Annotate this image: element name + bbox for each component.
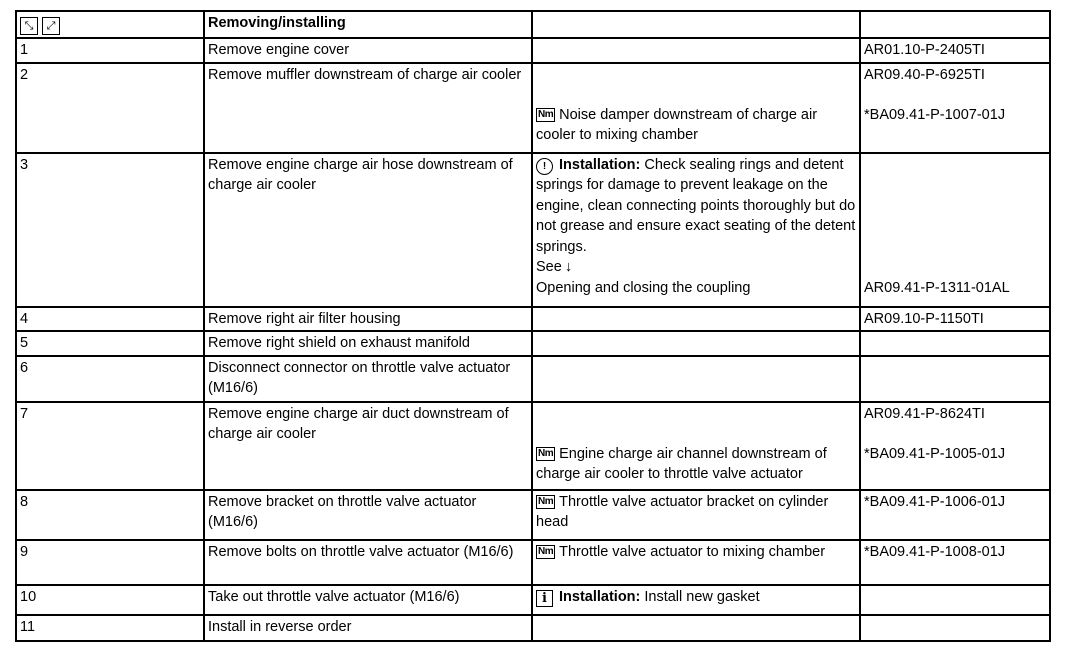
reference-link[interactable]: AR01.10-P-2405TI [860, 38, 1050, 63]
step-text: Remove engine charge air hose downstream of charge air cooler [204, 153, 532, 307]
step-number: 1 [16, 38, 204, 63]
step-text: Remove right air filter housing [204, 307, 532, 332]
table-row [16, 490, 1050, 540]
installation-note: Install new gasket [644, 588, 760, 605]
see-label: See [536, 259, 562, 275]
header-icons-cell [16, 11, 204, 38]
remove-icon: ⤡ [20, 17, 38, 35]
step-text: Take out throttle valve actuator (M16/6) [204, 585, 532, 615]
table-row [16, 153, 1050, 307]
step-number: 9 [16, 540, 204, 585]
step-text: Remove right shield on exhaust manifold [204, 331, 532, 356]
torque-reference-link[interactable]: *BA09.41-P-1006-01J [860, 490, 1050, 540]
info-icon: i [536, 590, 553, 607]
table-row [16, 615, 1050, 641]
torque-icon: Nm [538, 108, 554, 120]
step-number: 7 [16, 402, 204, 490]
step-text: Remove engine cover [204, 38, 532, 63]
torque-note: Throttle valve actuator to mixing chamber [559, 543, 826, 560]
reference-link[interactable]: AR09.10-P-1150TI [860, 307, 1050, 332]
torque-reference-link[interactable]: *BA09.41-P-1007-01J [864, 107, 1006, 123]
table-row [16, 38, 1050, 63]
installation-note: Check sealing rings and detent springs for damage to prevent leakage on the engine, clean connecting points thoroughly but do not grease and ensure exact seating of the detent springs. [536, 156, 856, 255]
header-title: Removing/installing [204, 11, 532, 38]
arrow-down-icon: ↓ [564, 259, 573, 275]
step-number: 2 [16, 63, 204, 153]
torque-icon: Nm [538, 447, 554, 459]
torque-icon: Nm [538, 495, 554, 507]
step-text: Remove muffler downstream of charge air cooler [204, 63, 532, 153]
table-row [16, 585, 1050, 615]
step-text: Remove engine charge air duct downstream of charge air cooler [204, 402, 532, 490]
reference-link[interactable]: AR09.40-P-6925TI [864, 66, 985, 83]
table-row [16, 307, 1050, 332]
torque-note: Engine charge air channel downstream of charge air cooler to throttle valve actuator [536, 445, 827, 482]
warning-icon: ! [536, 158, 553, 175]
header-row [16, 11, 1050, 38]
table-row [16, 331, 1050, 356]
reference-link[interactable]: AR09.41-P-1311-01AL [864, 279, 1010, 296]
coupling-link[interactable]: Opening and closing the coupling [536, 279, 751, 296]
table-row [16, 63, 1050, 153]
reference-link[interactable]: AR09.41-P-8624TI [864, 405, 985, 422]
step-text: Install in reverse order [204, 615, 532, 641]
table-row [16, 540, 1050, 585]
installation-label: Installation: [559, 156, 641, 173]
table-row [16, 402, 1050, 490]
step-number: 6 [16, 356, 204, 402]
install-icon: ⤢ [42, 17, 60, 35]
procedure-table [15, 10, 1051, 642]
step-number: 5 [16, 331, 204, 356]
step-number: 4 [16, 307, 204, 332]
table-row [16, 356, 1050, 402]
torque-reference-link[interactable]: *BA09.41-P-1008-01J [860, 540, 1050, 585]
step-text: Remove bolts on throttle valve actuator (M16/6) [204, 540, 532, 585]
torque-reference-link[interactable]: *BA09.41-P-1005-01J [864, 446, 1006, 462]
installation-label: Installation: [559, 588, 641, 605]
step-number: 8 [16, 490, 204, 540]
step-text: Disconnect connector on throttle valve actuator (M16/6) [204, 356, 532, 402]
step-number: 11 [16, 615, 204, 641]
torque-icon: Nm [538, 545, 554, 557]
torque-note: Noise damper downstream of charge air cooler to mixing chamber [536, 106, 818, 143]
step-text: Remove bracket on throttle valve actuator (M16/6) [204, 490, 532, 540]
step-number: 10 [16, 585, 204, 615]
step-number: 3 [16, 153, 204, 307]
torque-note: Throttle valve actuator bracket on cylinder head [536, 493, 829, 530]
